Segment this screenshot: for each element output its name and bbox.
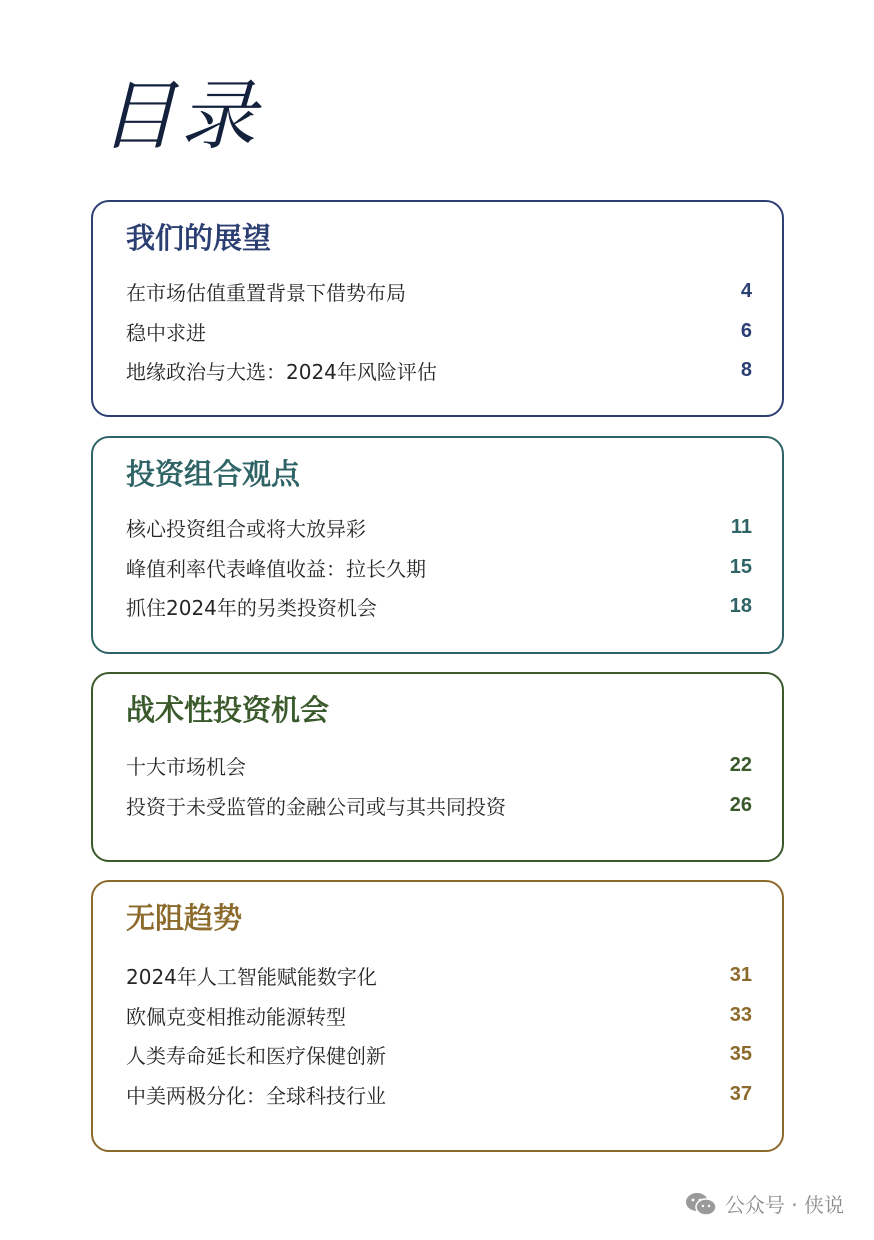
entry-page-number: 37 [729,1082,752,1105]
toc-entry[interactable] [126,956,752,996]
toc-section-portfolio [91,436,784,654]
toc-entry[interactable] [126,746,752,786]
entry-title: 峰值利率代表峰值收益：拉长久期 [126,556,426,581]
toc-section-trends [91,880,784,1152]
toc-entry-list [126,746,752,825]
toc-entry[interactable] [126,508,752,548]
entry-page-number: 15 [729,555,752,578]
toc-entry[interactable] [126,786,752,826]
entry-title: 人类寿命延长和医疗保健创新 [126,1044,386,1069]
toc-entry[interactable] [126,351,752,391]
entry-page-number: 8 [740,359,752,382]
toc-entry[interactable] [126,548,752,588]
entry-title: 核心投资组合或将大放异彩 [126,517,366,542]
entry-title: 在市场估值重置背景下借势布局 [126,281,406,306]
entry-page-number: 26 [729,793,752,816]
entry-title: 地缘政治与大选：2024年风险评估 [126,360,437,385]
toc-entry[interactable] [126,996,752,1036]
section-heading: 我们的展望 [126,221,272,255]
entry-page-number: 33 [729,1003,752,1026]
toc-entry[interactable] [126,1075,752,1115]
page-title: 目录 [100,71,260,160]
entry-page-number: 18 [729,595,752,618]
toc-section-outlook [91,200,784,417]
toc-entry-list [126,956,752,1114]
entry-page-number: 11 [730,516,752,539]
entry-page-number: 4 [740,280,752,303]
entry-title: 投资于未受监管的金融公司或与其共同投资 [126,794,506,819]
section-heading: 战术性投资机会 [126,693,330,727]
toc-entry[interactable] [126,1035,752,1075]
entry-title: 十大市场机会 [126,755,246,780]
section-heading: 无阻趋势 [126,901,243,935]
entry-page-number: 6 [740,319,752,342]
watermark-text: 公众号 · 侠说 [724,1193,844,1217]
toc-section-tactical [91,672,784,862]
entry-title: 中美两极分化：全球科技行业 [126,1083,386,1108]
section-heading: 投资组合观点 [126,457,301,491]
entry-title: 2024年人工智能赋能数字化 [126,965,377,990]
toc-entry[interactable] [126,272,752,312]
watermark [685,1189,844,1218]
toc-entry-list [126,508,752,627]
entry-page-number: 35 [729,1043,752,1066]
entry-page-number: 31 [729,964,752,987]
entry-title: 欧佩克变相推动能源转型 [126,1004,346,1029]
entry-page-number: 22 [729,754,752,777]
toc-entry-list [126,272,752,391]
toc-entry[interactable] [126,587,752,627]
wechat-icon [685,1191,717,1217]
toc-entry[interactable] [126,312,752,352]
entry-title: 稳中求进 [126,320,206,345]
entry-title: 抓住2024年的另类投资机会 [126,596,377,621]
